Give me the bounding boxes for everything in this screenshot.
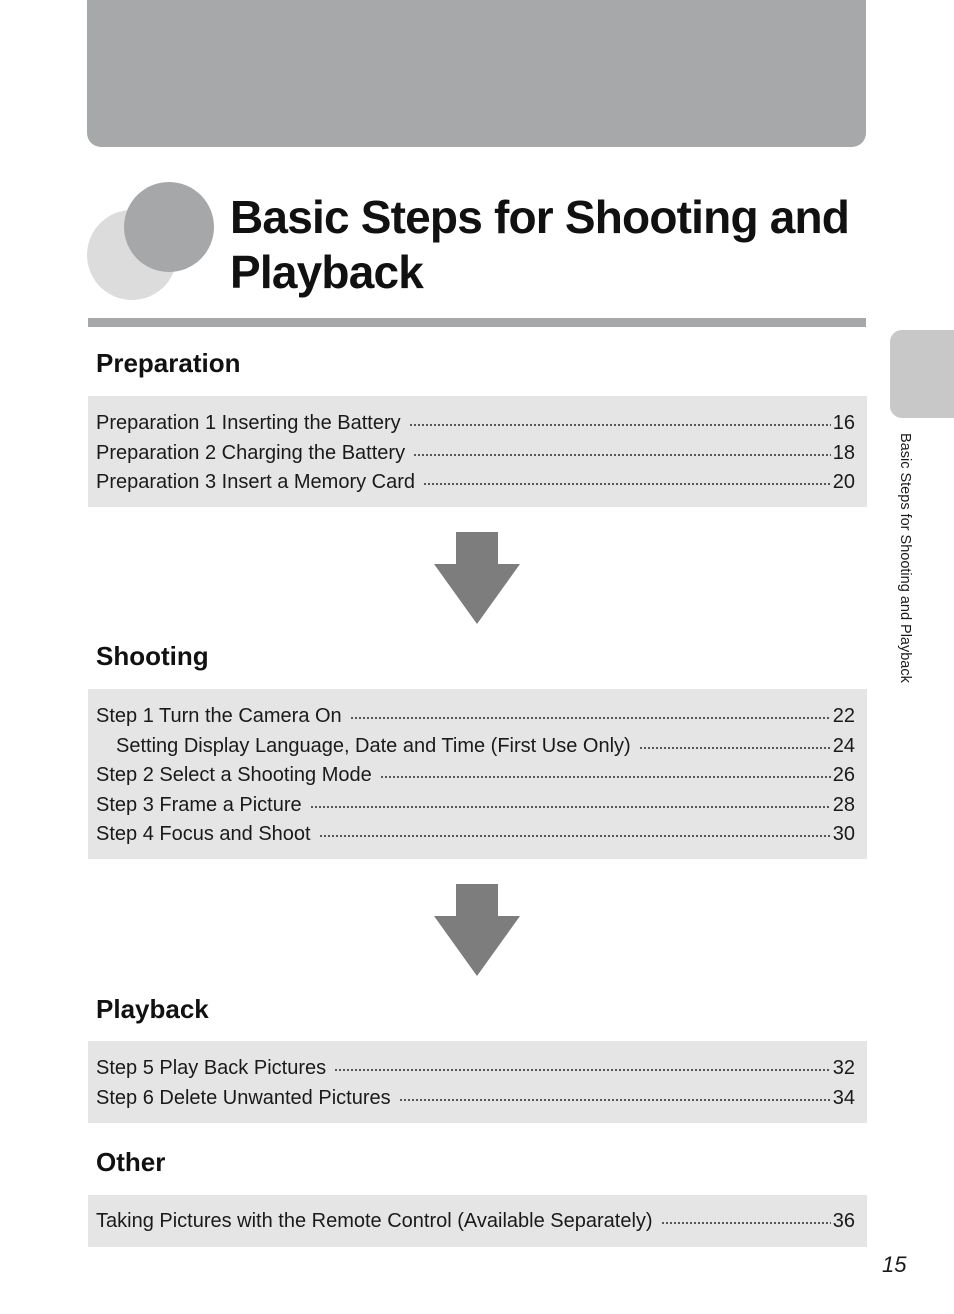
- toc-entry[interactable]: [96, 761, 855, 791]
- toc-entry-page: 24: [832, 734, 855, 757]
- toc-entry[interactable]: [96, 1054, 855, 1084]
- dot-leader: [661, 1220, 831, 1226]
- decorative-circle-dark: [124, 182, 214, 272]
- toc-entry-text: Setting Display Language, Date and Time (First Use Only): [116, 734, 631, 757]
- page-number: 15: [882, 1252, 907, 1277]
- toc-entry-page: 18: [832, 441, 855, 464]
- chapter-banner: [87, 0, 866, 147]
- shooting-heading: Shooting: [96, 641, 209, 671]
- other-heading: Other: [96, 1147, 166, 1177]
- toc-entry[interactable]: [96, 820, 855, 850]
- toc-entry-page: 26: [832, 764, 855, 786]
- dot-leader: [399, 1097, 831, 1103]
- shooting-toc-box: [88, 689, 867, 859]
- toc-entry[interactable]: [96, 791, 855, 821]
- toc-entry-page: 16: [832, 412, 855, 434]
- dot-leader: [413, 452, 831, 458]
- preparation-heading: Preparation: [96, 348, 241, 378]
- toc-entry-page: 30: [832, 823, 855, 845]
- dot-leader: [310, 804, 831, 810]
- toc-entry-text: Step 2 Select a Shooting Mode: [96, 764, 372, 786]
- toc-entry-text: Preparation 1 Inserting the Battery: [96, 412, 401, 434]
- toc-entry-page: 36: [832, 1210, 855, 1232]
- toc-entry-page: 34: [832, 1086, 855, 1109]
- toc-entry-text: Step 6 Delete Unwanted Pictures: [96, 1086, 391, 1109]
- toc-subentry[interactable]: [96, 732, 855, 762]
- toc-entry[interactable]: [96, 468, 855, 498]
- toc-entry[interactable]: [96, 409, 855, 439]
- toc-entry-page: 32: [832, 1057, 855, 1079]
- down-arrow-icon: [434, 532, 520, 624]
- toc-entry[interactable]: [96, 1084, 855, 1114]
- dot-leader: [380, 774, 831, 780]
- toc-entry-page: 22: [832, 705, 855, 727]
- down-arrow-icon: [434, 884, 520, 976]
- dot-leader: [409, 422, 831, 428]
- playback-toc-box: [88, 1041, 867, 1123]
- toc-entry-text: Preparation 3 Insert a Memory Card: [96, 471, 416, 493]
- toc-entry[interactable]: [96, 1207, 855, 1237]
- toc-entry-text: Step 4 Focus and Shoot: [96, 823, 311, 845]
- dot-leader: [639, 745, 831, 751]
- playback-heading: Playback: [96, 994, 209, 1024]
- toc-entry-page: 28: [832, 793, 855, 816]
- toc-entry-text: Preparation 2 Charging the Battery: [96, 441, 406, 464]
- toc-entry-text: Step 3 Frame a Picture: [96, 793, 302, 816]
- other-toc-box: [88, 1195, 867, 1247]
- toc-entry[interactable]: [96, 702, 855, 732]
- toc-entry-text: Taking Pictures with the Remote Control (Available Separately): [96, 1210, 653, 1232]
- toc-entry-text: Step 5 Play Back Pictures: [96, 1057, 327, 1079]
- dot-leader: [319, 833, 831, 839]
- title-divider: [88, 318, 866, 327]
- toc-entry[interactable]: [96, 439, 855, 469]
- chapter-title: Basic Steps for Shooting and Playback: [230, 191, 850, 298]
- chapter-side-tab: [890, 330, 954, 418]
- toc-entry-page: 20: [832, 471, 855, 493]
- preparation-toc-box: [88, 396, 867, 507]
- dot-leader: [350, 715, 831, 721]
- dot-leader: [423, 481, 831, 487]
- toc-entry-text: Step 1 Turn the Camera On: [96, 705, 342, 727]
- dot-leader: [334, 1067, 831, 1073]
- chapter-side-label: Basic Steps for Shooting and Playback: [897, 433, 913, 683]
